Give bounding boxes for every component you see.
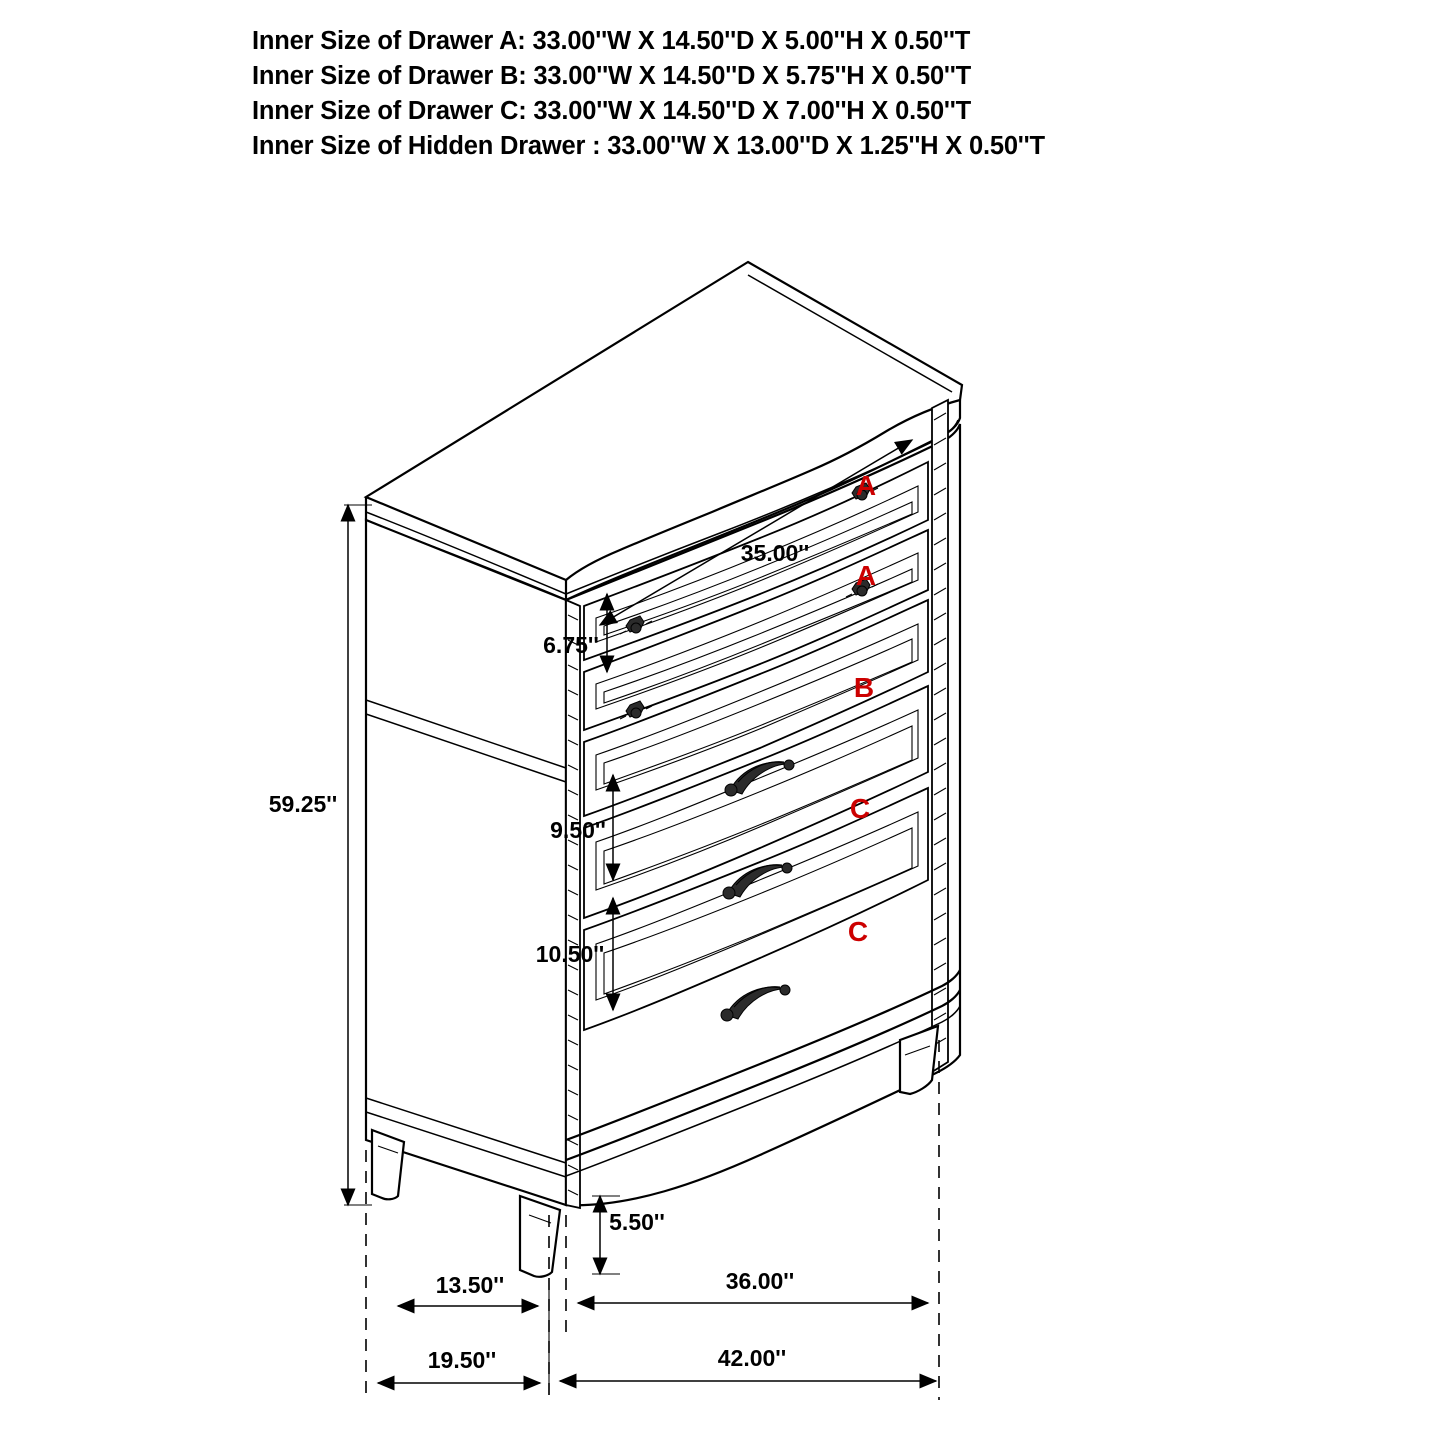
- dim-top-drawer-height: 6.75'': [543, 632, 599, 658]
- cabinet-carcass: [366, 262, 962, 1277]
- dim-middle-drawer-height: 9.50'': [550, 817, 606, 843]
- dim-leg-height: 5.50'': [609, 1209, 665, 1235]
- drawer-label-a-2: A: [855, 560, 877, 591]
- dim-front-width-inner: 36.00'': [725, 1268, 795, 1294]
- leg-back-left: [372, 1130, 404, 1199]
- spec-line-drawer-c: Inner Size of Drawer C: 33.00''W X 14.50''D X 7.00''H X 0.50''T: [252, 97, 972, 125]
- dim-side-depth-outer: 19.50'': [427, 1347, 497, 1373]
- leg-front-left: [520, 1196, 560, 1277]
- dim-drawer-front-width: 35.00'': [740, 540, 810, 566]
- dim-side-depth-inner: 13.50'': [435, 1272, 505, 1298]
- dim-front-width-outer: 42.00'': [717, 1345, 787, 1371]
- dim-bottom-drawer-height: 10.50'': [535, 941, 605, 967]
- drawer-label-c-2: C: [847, 916, 869, 947]
- drawer-label-b: B: [853, 672, 875, 703]
- spec-line-drawer-b: Inner Size of Drawer B: 33.00''W X 14.50''D X 5.75''H X 0.50''T: [252, 62, 972, 90]
- spec-line-hidden-drawer: Inner Size of Hidden Drawer : 33.00''W X 13.00''D X 1.25''H X 0.50''T: [252, 132, 1045, 160]
- drawer-label-a-1: A: [855, 470, 877, 501]
- dim-overall-height: 59.25'': [268, 791, 338, 817]
- spec-line-drawer-a: Inner Size of Drawer A: 33.00''W X 14.50''D X 5.00''H X 0.50''T: [252, 27, 971, 55]
- drawer-label-c-1: C: [849, 793, 871, 824]
